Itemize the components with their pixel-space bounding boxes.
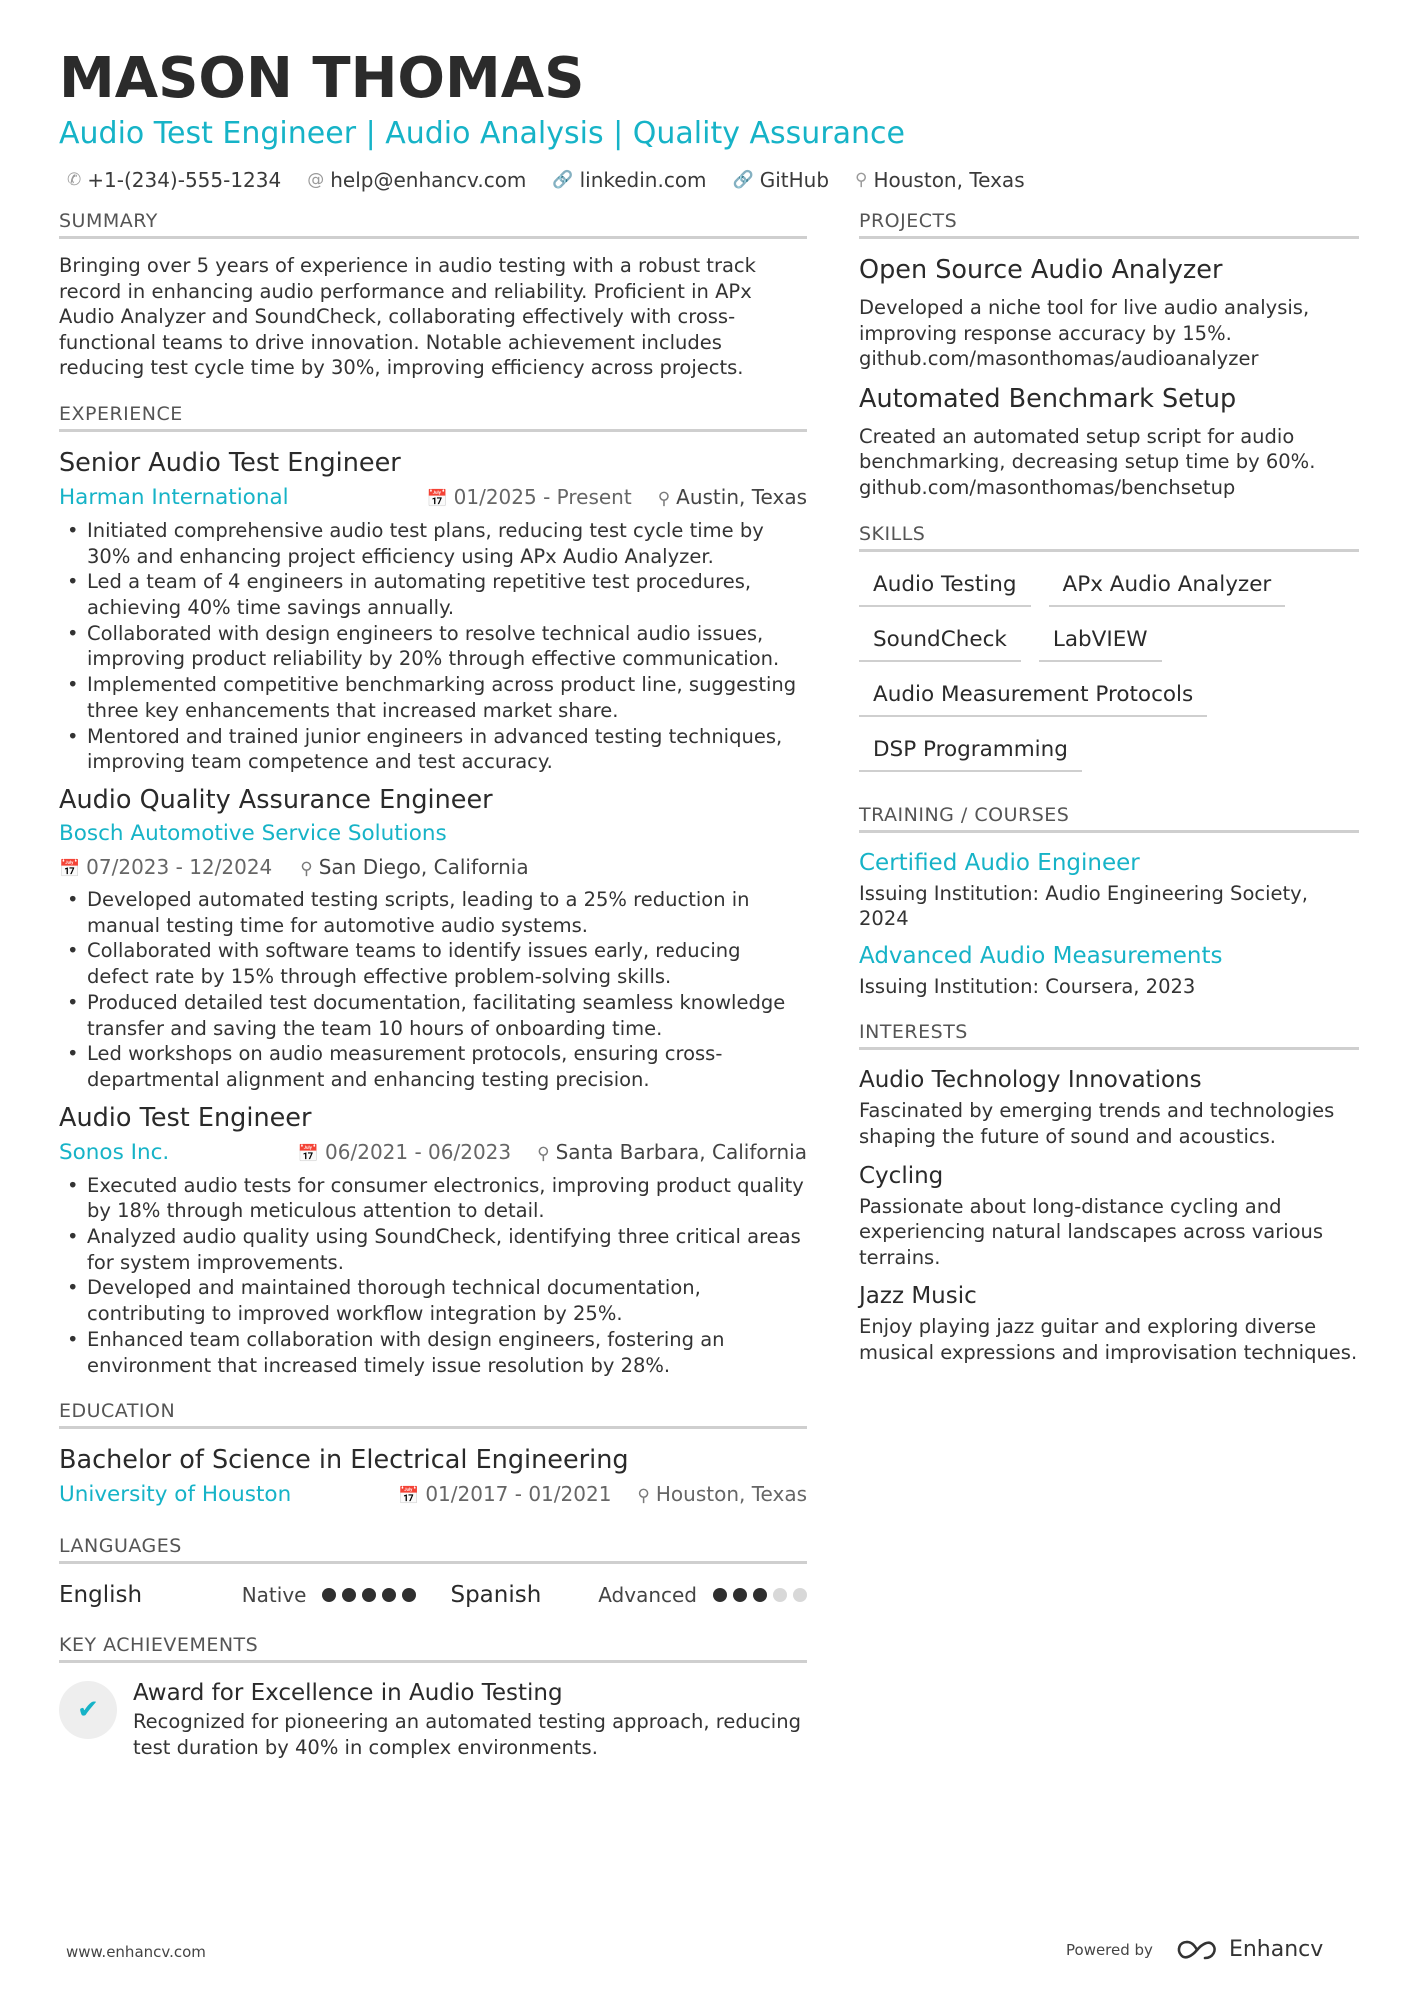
- contact-github[interactable]: [733, 168, 829, 192]
- training-section: [859, 804, 1359, 1000]
- contact-email[interactable]: [307, 168, 526, 192]
- job-dates-text: 07/2023 - 12/2024: [86, 855, 273, 879]
- job-location-text: Austin, Texas: [676, 484, 807, 509]
- education-dates-text: 01/2017 - 01/2021: [425, 1482, 612, 1507]
- course-title: Certified Audio Engineer: [859, 849, 1140, 876]
- link-icon: 🔗: [552, 170, 574, 190]
- job-dates: [59, 851, 272, 885]
- location-text: Houston, Texas: [873, 168, 1025, 192]
- section-title-education: EDUCATION: [59, 1400, 807, 1429]
- experience-section: [59, 403, 807, 1378]
- course-text: Issuing Institution: Coursera, 2023: [859, 974, 1196, 998]
- job-bullets: [59, 1173, 807, 1379]
- job-location: [300, 851, 528, 885]
- footer-url[interactable]: www.enhancv.com: [66, 1943, 206, 1961]
- map-pin-icon: ⚲: [657, 488, 671, 509]
- achievement-item: [59, 1677, 807, 1760]
- course-item: [859, 847, 1359, 932]
- job-bullets: [59, 518, 807, 775]
- job-bullets: [59, 887, 807, 1093]
- job-location: [537, 1135, 807, 1171]
- phone-icon: ✆: [67, 170, 82, 190]
- achievement-title: Award for Excellence in Audio Testing: [133, 1680, 563, 1707]
- candidate-tagline: Audio Test Engineer | Audio Analysis | Quality Assurance: [59, 116, 906, 151]
- contact-linkedin[interactable]: [552, 168, 706, 192]
- proficiency-dot-filled: [342, 1588, 356, 1602]
- job-location-text: Santa Barbara, California: [555, 1139, 807, 1164]
- job-bullet: • Led workshops on audio measurement protocols, ensuring cross-departmental alignment and enhancing testing precision.: [59, 1041, 807, 1092]
- education-dates: [398, 1477, 611, 1513]
- interest-item: [859, 1064, 1359, 1149]
- proficiency-dot-filled: [733, 1588, 747, 1602]
- project-link[interactable]: github.com/masonthomas/benchsetup: [859, 475, 1236, 499]
- section-title-projects: PROJECTS: [859, 210, 1359, 239]
- course-text: Issuing Institution: Audio Engineering Society, 2024: [859, 881, 1308, 931]
- proficiency-dot-filled: [322, 1588, 336, 1602]
- phone-text: +1-(234)-555-1234: [87, 168, 282, 192]
- language-name: English: [59, 1582, 143, 1609]
- job-entry: [59, 1101, 807, 1379]
- map-pin-icon: ⚲: [300, 859, 313, 879]
- language-name: Spanish: [450, 1582, 542, 1609]
- job-bullet: • Led a team of 4 engineers in automating repetitive test procedures, achieving 40% time savings annually.: [59, 569, 807, 620]
- job-dates: [298, 1135, 511, 1171]
- summary-text: Bringing over 5 years of experience in audio testing with a robust track record in enhancing audio performance and reliability. Proficient in APx Audio Analyzer and SoundCheck, collaborating effectively with cross-functional teams to drive innovation. Notable achievement includes reducing test cycle time by 30%, improving efficiency across projects.: [59, 254, 756, 380]
- proficiency-dot-filled: [362, 1588, 376, 1602]
- skill-tag: Audio Measurement Protocols: [859, 676, 1207, 717]
- project-item: [859, 253, 1359, 372]
- job-dates: [426, 480, 631, 516]
- section-title-experience: EXPERIENCE: [59, 403, 807, 432]
- section-title-summary: SUMMARY: [59, 210, 807, 239]
- school: University of Houston: [59, 1482, 292, 1508]
- project-text: Created an automated setup script for audio benchmarking, decreasing setup time by 60%.: [859, 424, 1316, 474]
- job-role: Audio Quality Assurance Engineer: [59, 785, 493, 815]
- brand-logo[interactable]: [1175, 1937, 1323, 1962]
- job-bullet: • Enhanced team collaboration with design engineers, fostering an environment that increased timely issue resolution by 28%.: [59, 1327, 807, 1378]
- education-meta: [59, 1477, 807, 1513]
- linkedin-text: linkedin.com: [579, 168, 707, 192]
- calendar-icon: 📅: [59, 859, 81, 879]
- interest-item: [859, 1160, 1359, 1271]
- job-company: Bosch Automotive Service Solutions: [59, 821, 447, 846]
- check-icon: ✔: [59, 1681, 117, 1739]
- skill-tag: DSP Programming: [859, 731, 1082, 772]
- job-bullet: • Analyzed audio quality using SoundCheck, identifying three critical areas for system improvements.: [59, 1224, 807, 1275]
- enhancv-logo-icon: [1175, 1939, 1219, 1961]
- section-title-achievements: KEY ACHIEVEMENTS: [59, 1634, 807, 1663]
- projects-section: [859, 210, 1359, 501]
- job-company: Sonos Inc.: [59, 1139, 170, 1165]
- section-title-languages: LANGUAGES: [59, 1535, 807, 1564]
- job-dates-text: 01/2025 - Present: [453, 484, 632, 509]
- job-bullet: • Executed audio tests for consumer electronics, improving product quality by 18% through meticulous attention to detail.: [59, 1173, 807, 1224]
- skill-tag: APx Audio Analyzer: [1049, 566, 1286, 607]
- job-bullet: • Developed and maintained thorough technical documentation, contributing to improved workflow integration by 25%.: [59, 1275, 807, 1326]
- job-bullet: • Collaborated with design engineers to resolve technical audio issues, improving product reliability by 20% through effective communication.: [59, 621, 807, 672]
- proficiency-dot-filled: [402, 1588, 416, 1602]
- proficiency-dot-filled: [713, 1588, 727, 1602]
- summary-section: [59, 210, 807, 381]
- interest-text: Fascinated by emerging trends and technologies shaping the future of sound and acoustics.: [859, 1099, 1335, 1148]
- powered-by-label: Powered by: [1066, 1940, 1153, 1959]
- job-meta: [59, 817, 807, 851]
- degree: Bachelor of Science in Electrical Engineering: [59, 1445, 629, 1476]
- interest-title: Cycling: [859, 1162, 944, 1189]
- job-bullet: • Implemented competitive benchmarking across product line, suggesting three key enhancements that increased market share.: [59, 672, 807, 723]
- skill-tag: LabVIEW: [1039, 621, 1162, 662]
- proficiency-dot-empty: [793, 1588, 807, 1602]
- contact-location: [855, 168, 1025, 192]
- calendar-icon: 📅: [398, 1486, 420, 1507]
- resume-header: [59, 46, 1359, 192]
- project-title: Open Source Audio Analyzer: [859, 255, 1223, 285]
- candidate-name: MASON THOMAS: [59, 46, 585, 111]
- section-title-training: TRAINING / COURSES: [859, 804, 1359, 833]
- map-pin-icon: ⚲: [855, 170, 868, 190]
- job-bullet: • Initiated comprehensive audio test plans, reducing test cycle time by 30% and enhancing project efficiency using APx Audio Analyzer.: [59, 518, 807, 569]
- course-title: Advanced Audio Measurements: [859, 942, 1223, 969]
- interest-text: Passionate about long-distance cycling and experiencing natural landscapes across various terrains.: [859, 1194, 1324, 1269]
- project-title: Automated Benchmark Setup: [859, 383, 1237, 414]
- skill-tag: Audio Testing: [859, 566, 1031, 607]
- job-bullet: • Mentored and trained junior engineers in advanced testing techniques, improving team competence and test accuracy.: [59, 724, 807, 775]
- interest-text: Enjoy playing jazz guitar and exploring diverse musical expressions and improvisation techniques.: [859, 1315, 1358, 1364]
- job-details: [426, 480, 807, 516]
- link-icon: 🔗: [732, 170, 754, 190]
- achievements-section: [59, 1634, 807, 1760]
- job-entry: [59, 446, 807, 775]
- job-meta: [59, 1135, 807, 1171]
- left-column: [59, 210, 807, 1782]
- education-details: [398, 1477, 807, 1513]
- job-company: Harman International: [59, 484, 289, 510]
- job-bullet: • Developed automated testing scripts, leading to a 25% reduction in manual testing time for automotive audio systems.: [59, 887, 807, 938]
- interest-title: Audio Technology Innovations: [859, 1067, 1202, 1094]
- skill-tag: SoundCheck: [859, 621, 1021, 662]
- education-location-text: Houston, Texas: [655, 1482, 807, 1507]
- brand-name: Enhancv: [1228, 1937, 1324, 1962]
- section-title-skills: SKILLS: [859, 523, 1359, 552]
- achievement-body: [133, 1677, 807, 1760]
- languages-row: [59, 1578, 807, 1612]
- email-text: help@enhancv.com: [330, 168, 527, 192]
- contact-phone[interactable]: [67, 168, 281, 192]
- github-text: GitHub: [759, 168, 830, 192]
- job-entry: [59, 783, 807, 1093]
- language-level: Native: [241, 1583, 307, 1608]
- job-details: [59, 851, 807, 885]
- job-role: Audio Test Engineer: [59, 1102, 312, 1133]
- calendar-icon: 📅: [297, 1143, 320, 1164]
- project-item: [859, 382, 1359, 501]
- job-role: Senior Audio Test Engineer: [59, 447, 401, 478]
- language-level: Advanced: [598, 1583, 697, 1608]
- achievement-text: Recognized for pioneering an automated testing approach, reducing test duration by 40% in complex environments.: [133, 1710, 801, 1759]
- job-meta: [59, 480, 807, 516]
- job-details: [298, 1135, 807, 1171]
- calendar-icon: 📅: [426, 488, 448, 509]
- proficiency-dot-filled: [382, 1588, 396, 1602]
- proficiency-dot-empty: [773, 1588, 787, 1602]
- job-location-text: San Diego, California: [318, 855, 529, 879]
- section-title-interests: INTERESTS: [859, 1021, 1359, 1050]
- job-bullet: • Produced detailed test documentation, facilitating seamless knowledge transfer and saving the team 10 hours of onboarding time.: [59, 990, 807, 1041]
- languages-section: [59, 1535, 807, 1612]
- skills-section: [859, 523, 1359, 772]
- language-proficiency-dots: [713, 1588, 807, 1602]
- course-item: [859, 940, 1359, 1000]
- job-dates-text: 06/2021 - 06/2023: [325, 1139, 512, 1164]
- job-location: [658, 480, 807, 516]
- contact-bar: [59, 168, 1359, 192]
- education-section: [59, 1400, 807, 1513]
- education-location: [637, 1477, 807, 1513]
- language-proficiency-dots: [322, 1588, 416, 1602]
- proficiency-dot-filled: [753, 1588, 767, 1602]
- interest-item: [859, 1280, 1359, 1365]
- project-text: Developed a niche tool for live audio analysis, improving response accuracy by 15%.: [859, 296, 1310, 345]
- right-column: [859, 210, 1359, 1388]
- map-pin-icon: ⚲: [537, 1143, 550, 1164]
- job-bullet: • Collaborated with software teams to identify issues early, reducing defect rate by 15% through effective problem-solving skills.: [59, 938, 807, 989]
- skills-list: [859, 566, 1359, 772]
- project-link[interactable]: github.com/masonthomas/audioanalyzer: [859, 347, 1259, 371]
- at-icon: @: [307, 170, 325, 190]
- interests-section: [859, 1021, 1359, 1365]
- footer-brand: [1066, 1937, 1323, 1962]
- map-pin-icon: ⚲: [637, 1486, 650, 1507]
- interest-title: Jazz Music: [859, 1283, 977, 1310]
